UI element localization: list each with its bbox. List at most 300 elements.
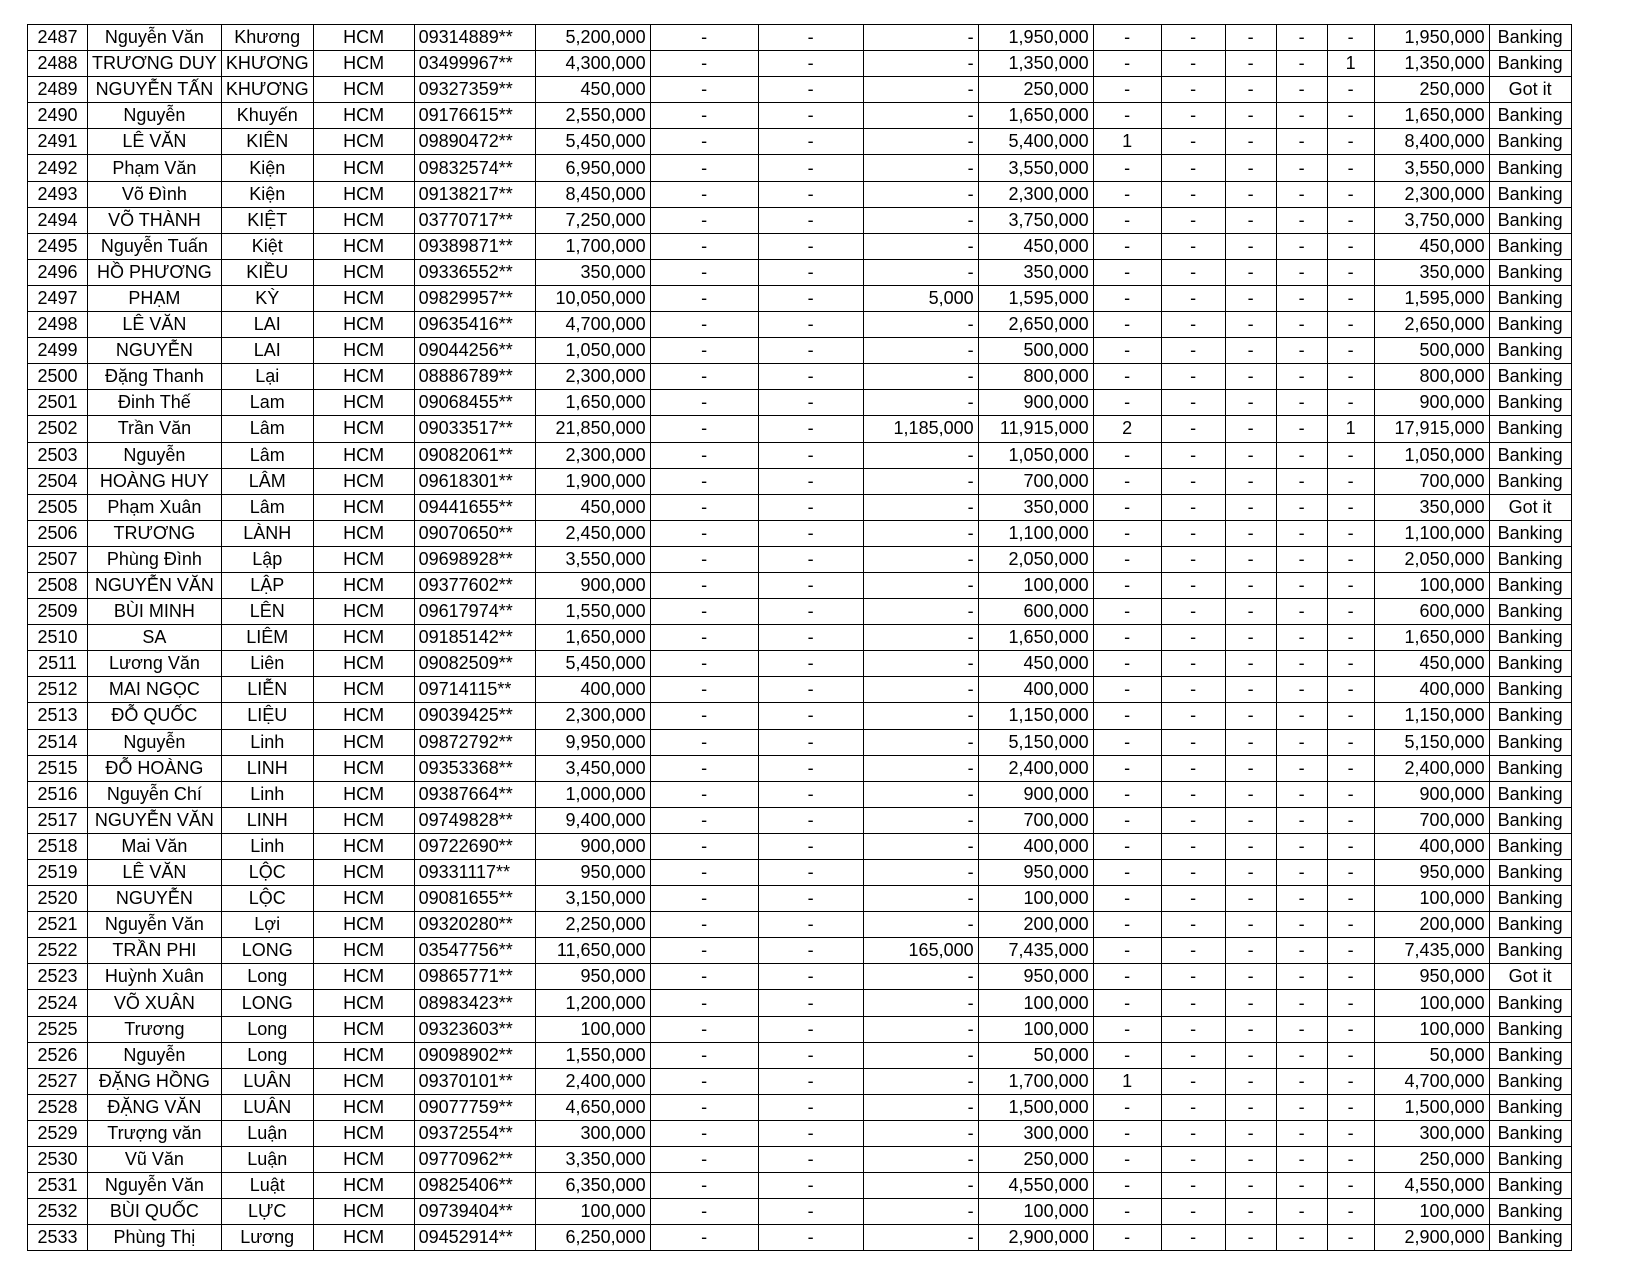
cell-amount-1: 4,650,000 <box>535 1094 650 1120</box>
cell-family-name: ĐỖ HOÀNG <box>88 755 222 781</box>
cell-phone: 09070650** <box>414 520 535 546</box>
cell-amount-2: 2,400,000 <box>978 755 1093 781</box>
cell-family-name: Nguyễn Tuấn <box>88 233 222 259</box>
cell-n2: - <box>1161 990 1225 1016</box>
cell-amount-2: 2,050,000 <box>978 546 1093 572</box>
cell-col-a: - <box>650 468 758 494</box>
cell-family-name: TRƯƠNG <box>88 520 222 546</box>
cell-total: 2,300,000 <box>1374 181 1489 207</box>
cell-col-a: - <box>650 233 758 259</box>
cell-n1: - <box>1093 494 1161 520</box>
cell-n1: - <box>1093 833 1161 859</box>
cell-n1: - <box>1093 51 1161 77</box>
cell-amount-2: 3,550,000 <box>978 155 1093 181</box>
cell-no: 2514 <box>28 729 88 755</box>
cell-city: HCM <box>313 285 414 311</box>
cell-no: 2515 <box>28 755 88 781</box>
cell-n1: - <box>1093 625 1161 651</box>
cell-city: HCM <box>313 938 414 964</box>
cell-phone: 09635416** <box>414 312 535 338</box>
cell-amount-2: 3,750,000 <box>978 207 1093 233</box>
cell-n3: - <box>1225 677 1276 703</box>
cell-city: HCM <box>313 781 414 807</box>
cell-given-name: Linh <box>221 729 313 755</box>
cell-phone: 09176615** <box>414 103 535 129</box>
cell-total: 100,000 <box>1374 1016 1489 1042</box>
table-row <box>28 546 1572 572</box>
cell-col-c: 5,000 <box>863 285 978 311</box>
cell-col-a: - <box>650 599 758 625</box>
cell-total: 1,150,000 <box>1374 703 1489 729</box>
cell-phone: 09314889** <box>414 25 535 51</box>
cell-city: HCM <box>313 990 414 1016</box>
cell-family-name: Vũ Văn <box>88 1147 222 1173</box>
cell-n3: - <box>1225 1016 1276 1042</box>
cell-n2: - <box>1161 729 1225 755</box>
cell-family-name: NGUYỄN TẤN <box>88 77 222 103</box>
cell-col-b: - <box>758 416 863 442</box>
cell-n2: - <box>1161 155 1225 181</box>
cell-method: Banking <box>1489 703 1571 729</box>
cell-amount-1: 9,400,000 <box>535 807 650 833</box>
cell-n5: - <box>1327 364 1374 390</box>
cell-col-b: - <box>758 1199 863 1225</box>
cell-given-name: Linh <box>221 833 313 859</box>
cell-phone: 09872792** <box>414 729 535 755</box>
cell-n3: - <box>1225 546 1276 572</box>
cell-given-name: LINH <box>221 755 313 781</box>
cell-total: 700,000 <box>1374 468 1489 494</box>
cell-n4: - <box>1276 938 1327 964</box>
cell-method: Banking <box>1489 807 1571 833</box>
cell-method: Banking <box>1489 651 1571 677</box>
cell-col-a: - <box>650 416 758 442</box>
cell-phone: 09739404** <box>414 1199 535 1225</box>
table-row <box>28 1042 1572 1068</box>
cell-n4: - <box>1276 364 1327 390</box>
cell-total: 1,500,000 <box>1374 1094 1489 1120</box>
cell-col-b: - <box>758 677 863 703</box>
cell-total: 1,350,000 <box>1374 51 1489 77</box>
cell-col-a: - <box>650 259 758 285</box>
cell-amount-2: 900,000 <box>978 781 1093 807</box>
table-row <box>28 390 1572 416</box>
cell-amount-1: 400,000 <box>535 677 650 703</box>
cell-n1: - <box>1093 442 1161 468</box>
cell-col-b: - <box>758 1068 863 1094</box>
cell-col-a: - <box>650 1147 758 1173</box>
cell-n2: - <box>1161 25 1225 51</box>
cell-given-name: Kiện <box>221 155 313 181</box>
cell-col-c: - <box>863 546 978 572</box>
cell-total: 200,000 <box>1374 912 1489 938</box>
cell-n4: - <box>1276 468 1327 494</box>
cell-n4: - <box>1276 912 1327 938</box>
cell-amount-2: 700,000 <box>978 807 1093 833</box>
cell-method: Banking <box>1489 51 1571 77</box>
cell-family-name: VÕ XUÂN <box>88 990 222 1016</box>
cell-col-c: - <box>863 651 978 677</box>
cell-family-name: SA <box>88 625 222 651</box>
cell-method: Banking <box>1489 1068 1571 1094</box>
cell-phone: 09068455** <box>414 390 535 416</box>
cell-method: Banking <box>1489 416 1571 442</box>
cell-amount-1: 1,550,000 <box>535 1042 650 1068</box>
cell-n3: - <box>1225 703 1276 729</box>
cell-amount-1: 1,650,000 <box>535 625 650 651</box>
cell-family-name: MAI NGỌC <box>88 677 222 703</box>
cell-method: Banking <box>1489 390 1571 416</box>
table-row <box>28 181 1572 207</box>
table-row <box>28 755 1572 781</box>
cell-n3: - <box>1225 1199 1276 1225</box>
cell-given-name: Kiệt <box>221 233 313 259</box>
cell-n2: - <box>1161 1147 1225 1173</box>
cell-amount-2: 950,000 <box>978 860 1093 886</box>
cell-col-b: - <box>758 1094 863 1120</box>
cell-method: Banking <box>1489 860 1571 886</box>
cell-n5: - <box>1327 520 1374 546</box>
cell-n1: - <box>1093 155 1161 181</box>
cell-n4: - <box>1276 390 1327 416</box>
cell-n3: - <box>1225 1042 1276 1068</box>
cell-no: 2511 <box>28 651 88 677</box>
cell-total: 100,000 <box>1374 1199 1489 1225</box>
cell-no: 2509 <box>28 599 88 625</box>
cell-col-a: - <box>650 442 758 468</box>
cell-n4: - <box>1276 1042 1327 1068</box>
cell-col-b: - <box>758 1225 863 1251</box>
cell-n3: - <box>1225 755 1276 781</box>
cell-n3: - <box>1225 181 1276 207</box>
cell-col-a: - <box>650 103 758 129</box>
cell-col-b: - <box>758 651 863 677</box>
cell-n2: - <box>1161 1016 1225 1042</box>
cell-col-c: - <box>863 729 978 755</box>
cell-given-name: KIÊN <box>221 129 313 155</box>
cell-city: HCM <box>313 1016 414 1042</box>
cell-col-b: - <box>758 1173 863 1199</box>
cell-family-name: Lương Văn <box>88 651 222 677</box>
cell-no: 2531 <box>28 1173 88 1199</box>
table-row <box>28 468 1572 494</box>
cell-method: Banking <box>1489 990 1571 1016</box>
cell-n3: - <box>1225 338 1276 364</box>
cell-total: 1,100,000 <box>1374 520 1489 546</box>
cell-method: Banking <box>1489 442 1571 468</box>
cell-col-a: - <box>650 807 758 833</box>
cell-method: Banking <box>1489 599 1571 625</box>
cell-family-name: LÊ VĂN <box>88 312 222 338</box>
cell-col-a: - <box>650 1042 758 1068</box>
cell-n2: - <box>1161 338 1225 364</box>
cell-n4: - <box>1276 25 1327 51</box>
cell-n4: - <box>1276 338 1327 364</box>
cell-n2: - <box>1161 755 1225 781</box>
cell-phone: 09698928** <box>414 546 535 572</box>
cell-n5: - <box>1327 990 1374 1016</box>
cell-n5: - <box>1327 1016 1374 1042</box>
cell-no: 2532 <box>28 1199 88 1225</box>
cell-n1: - <box>1093 964 1161 990</box>
cell-phone: 03547756** <box>414 938 535 964</box>
cell-city: HCM <box>313 416 414 442</box>
cell-method: Banking <box>1489 781 1571 807</box>
cell-n1: - <box>1093 77 1161 103</box>
cell-given-name: LỰC <box>221 1199 313 1225</box>
cell-given-name: LIỄN <box>221 677 313 703</box>
cell-col-a: - <box>650 77 758 103</box>
table-row <box>28 442 1572 468</box>
cell-family-name: LÊ VĂN <box>88 129 222 155</box>
cell-city: HCM <box>313 494 414 520</box>
cell-phone: 09749828** <box>414 807 535 833</box>
table-row <box>28 233 1572 259</box>
cell-no: 2513 <box>28 703 88 729</box>
cell-n2: - <box>1161 207 1225 233</box>
cell-amount-2: 1,150,000 <box>978 703 1093 729</box>
cell-col-a: - <box>650 625 758 651</box>
cell-n4: - <box>1276 155 1327 181</box>
cell-col-a: - <box>650 129 758 155</box>
cell-n5: - <box>1327 625 1374 651</box>
cell-n4: - <box>1276 520 1327 546</box>
cell-n3: - <box>1225 1094 1276 1120</box>
cell-city: HCM <box>313 520 414 546</box>
cell-city: HCM <box>313 390 414 416</box>
cell-no: 2516 <box>28 781 88 807</box>
cell-family-name: Nguyễn <box>88 442 222 468</box>
cell-total: 500,000 <box>1374 338 1489 364</box>
cell-col-b: - <box>758 860 863 886</box>
cell-n3: - <box>1225 312 1276 338</box>
table-row <box>28 77 1572 103</box>
cell-n4: - <box>1276 233 1327 259</box>
cell-city: HCM <box>313 651 414 677</box>
cell-total: 450,000 <box>1374 651 1489 677</box>
cell-col-a: - <box>650 703 758 729</box>
cell-given-name: LỘC <box>221 886 313 912</box>
cell-no: 2533 <box>28 1225 88 1251</box>
cell-total: 350,000 <box>1374 259 1489 285</box>
cell-phone: 09336552** <box>414 259 535 285</box>
cell-n3: - <box>1225 103 1276 129</box>
cell-method: Banking <box>1489 520 1571 546</box>
cell-method: Banking <box>1489 103 1571 129</box>
cell-col-a: - <box>650 312 758 338</box>
cell-n2: - <box>1161 1068 1225 1094</box>
cell-amount-1: 3,350,000 <box>535 1147 650 1173</box>
cell-n5: 1 <box>1327 51 1374 77</box>
cell-no: 2490 <box>28 103 88 129</box>
cell-total: 1,950,000 <box>1374 25 1489 51</box>
table-row <box>28 1120 1572 1146</box>
cell-no: 2517 <box>28 807 88 833</box>
cell-n1: - <box>1093 1225 1161 1251</box>
cell-col-a: - <box>650 677 758 703</box>
cell-family-name: Phạm Văn <box>88 155 222 181</box>
cell-family-name: Nguyễn <box>88 1042 222 1068</box>
cell-col-b: - <box>758 625 863 651</box>
cell-n5: - <box>1327 833 1374 859</box>
cell-given-name: LUÂN <box>221 1068 313 1094</box>
cell-n4: - <box>1276 494 1327 520</box>
cell-n2: - <box>1161 1042 1225 1068</box>
cell-given-name: Long <box>221 964 313 990</box>
cell-family-name: Trương <box>88 1016 222 1042</box>
cell-n5: - <box>1327 964 1374 990</box>
cell-amount-2: 100,000 <box>978 572 1093 598</box>
cell-col-c: - <box>863 129 978 155</box>
table-row <box>28 729 1572 755</box>
cell-total: 700,000 <box>1374 807 1489 833</box>
cell-col-c: - <box>863 1225 978 1251</box>
cell-family-name: Nguyễn Văn <box>88 1173 222 1199</box>
cell-n4: - <box>1276 886 1327 912</box>
cell-amount-1: 100,000 <box>535 1199 650 1225</box>
cell-family-name: ĐỖ QUỐC <box>88 703 222 729</box>
cell-given-name: Khương <box>221 25 313 51</box>
cell-n1: - <box>1093 364 1161 390</box>
table-row <box>28 103 1572 129</box>
cell-phone: 09044256** <box>414 338 535 364</box>
cell-n3: - <box>1225 468 1276 494</box>
table-row <box>28 938 1572 964</box>
cell-phone: 09327359** <box>414 77 535 103</box>
cell-n5: - <box>1327 468 1374 494</box>
cell-method: Banking <box>1489 833 1571 859</box>
cell-city: HCM <box>313 259 414 285</box>
cell-no: 2526 <box>28 1042 88 1068</box>
cell-col-c: - <box>863 390 978 416</box>
cell-col-c: - <box>863 181 978 207</box>
cell-city: HCM <box>313 338 414 364</box>
table-row <box>28 338 1572 364</box>
cell-phone: 08983423** <box>414 990 535 1016</box>
cell-city: HCM <box>313 572 414 598</box>
cell-family-name: Trần Văn <box>88 416 222 442</box>
cell-phone: 09617974** <box>414 599 535 625</box>
cell-col-a: - <box>650 1199 758 1225</box>
cell-amount-1: 100,000 <box>535 1016 650 1042</box>
cell-city: HCM <box>313 755 414 781</box>
cell-col-c: - <box>863 677 978 703</box>
cell-total: 17,915,000 <box>1374 416 1489 442</box>
cell-family-name: Nguyễn <box>88 103 222 129</box>
cell-n1: - <box>1093 1120 1161 1146</box>
cell-n3: - <box>1225 129 1276 155</box>
cell-method: Banking <box>1489 312 1571 338</box>
cell-family-name: Phạm Xuân <box>88 494 222 520</box>
cell-col-c: - <box>863 625 978 651</box>
table-row <box>28 781 1572 807</box>
cell-n3: - <box>1225 207 1276 233</box>
cell-total: 7,435,000 <box>1374 938 1489 964</box>
cell-phone: 09441655** <box>414 494 535 520</box>
cell-n4: - <box>1276 781 1327 807</box>
cell-amount-2: 5,150,000 <box>978 729 1093 755</box>
cell-n1: - <box>1093 1016 1161 1042</box>
cell-city: HCM <box>313 625 414 651</box>
cell-city: HCM <box>313 233 414 259</box>
cell-method: Banking <box>1489 938 1571 964</box>
cell-n5: 1 <box>1327 416 1374 442</box>
cell-col-b: - <box>758 964 863 990</box>
cell-n2: - <box>1161 938 1225 964</box>
cell-col-b: - <box>758 599 863 625</box>
cell-col-a: - <box>650 964 758 990</box>
cell-family-name: Nguyễn Văn <box>88 25 222 51</box>
cell-n2: - <box>1161 546 1225 572</box>
cell-n4: - <box>1276 677 1327 703</box>
cell-amount-1: 9,950,000 <box>535 729 650 755</box>
cell-n3: - <box>1225 964 1276 990</box>
cell-amount-2: 1,950,000 <box>978 25 1093 51</box>
cell-amount-2: 5,400,000 <box>978 129 1093 155</box>
cell-amount-2: 100,000 <box>978 1016 1093 1042</box>
cell-method: Banking <box>1489 1120 1571 1146</box>
cell-given-name: Lâm <box>221 442 313 468</box>
cell-n5: - <box>1327 390 1374 416</box>
cell-phone: 09320280** <box>414 912 535 938</box>
cell-given-name: KHƯƠNG <box>221 51 313 77</box>
cell-n4: - <box>1276 964 1327 990</box>
cell-total: 900,000 <box>1374 390 1489 416</box>
cell-method: Banking <box>1489 1199 1571 1225</box>
cell-n5: - <box>1327 703 1374 729</box>
cell-col-b: - <box>758 233 863 259</box>
cell-given-name: LAI <box>221 312 313 338</box>
cell-given-name: Luận <box>221 1120 313 1146</box>
cell-col-c: - <box>863 1068 978 1094</box>
cell-col-b: - <box>758 181 863 207</box>
cell-no: 2528 <box>28 1094 88 1120</box>
cell-n1: - <box>1093 781 1161 807</box>
cell-family-name: VÕ THÀNH <box>88 207 222 233</box>
cell-n1: - <box>1093 1173 1161 1199</box>
cell-total: 2,900,000 <box>1374 1225 1489 1251</box>
cell-given-name: KHƯƠNG <box>221 77 313 103</box>
cell-n2: - <box>1161 51 1225 77</box>
cell-city: HCM <box>313 703 414 729</box>
cell-family-name: Đặng Thanh <box>88 364 222 390</box>
cell-method: Got it <box>1489 494 1571 520</box>
table-row <box>28 155 1572 181</box>
cell-n2: - <box>1161 964 1225 990</box>
cell-family-name: NGUYỄN <box>88 886 222 912</box>
cell-phone: 09138217** <box>414 181 535 207</box>
cell-col-b: - <box>758 755 863 781</box>
cell-n4: - <box>1276 703 1327 729</box>
ledger-table <box>27 24 1572 1251</box>
cell-col-c: - <box>863 25 978 51</box>
cell-n4: - <box>1276 312 1327 338</box>
cell-given-name: Long <box>221 1042 313 1068</box>
cell-family-name: Nguyễn <box>88 729 222 755</box>
cell-amount-1: 4,700,000 <box>535 312 650 338</box>
cell-given-name: Kiện <box>221 181 313 207</box>
cell-given-name: KIỀU <box>221 259 313 285</box>
cell-n5: - <box>1327 285 1374 311</box>
cell-city: HCM <box>313 1094 414 1120</box>
cell-city: HCM <box>313 1042 414 1068</box>
cell-no: 2529 <box>28 1120 88 1146</box>
cell-n1: - <box>1093 181 1161 207</box>
cell-given-name: LONG <box>221 938 313 964</box>
cell-n4: - <box>1276 1016 1327 1042</box>
cell-col-b: - <box>758 807 863 833</box>
cell-given-name: LUÂN <box>221 1094 313 1120</box>
